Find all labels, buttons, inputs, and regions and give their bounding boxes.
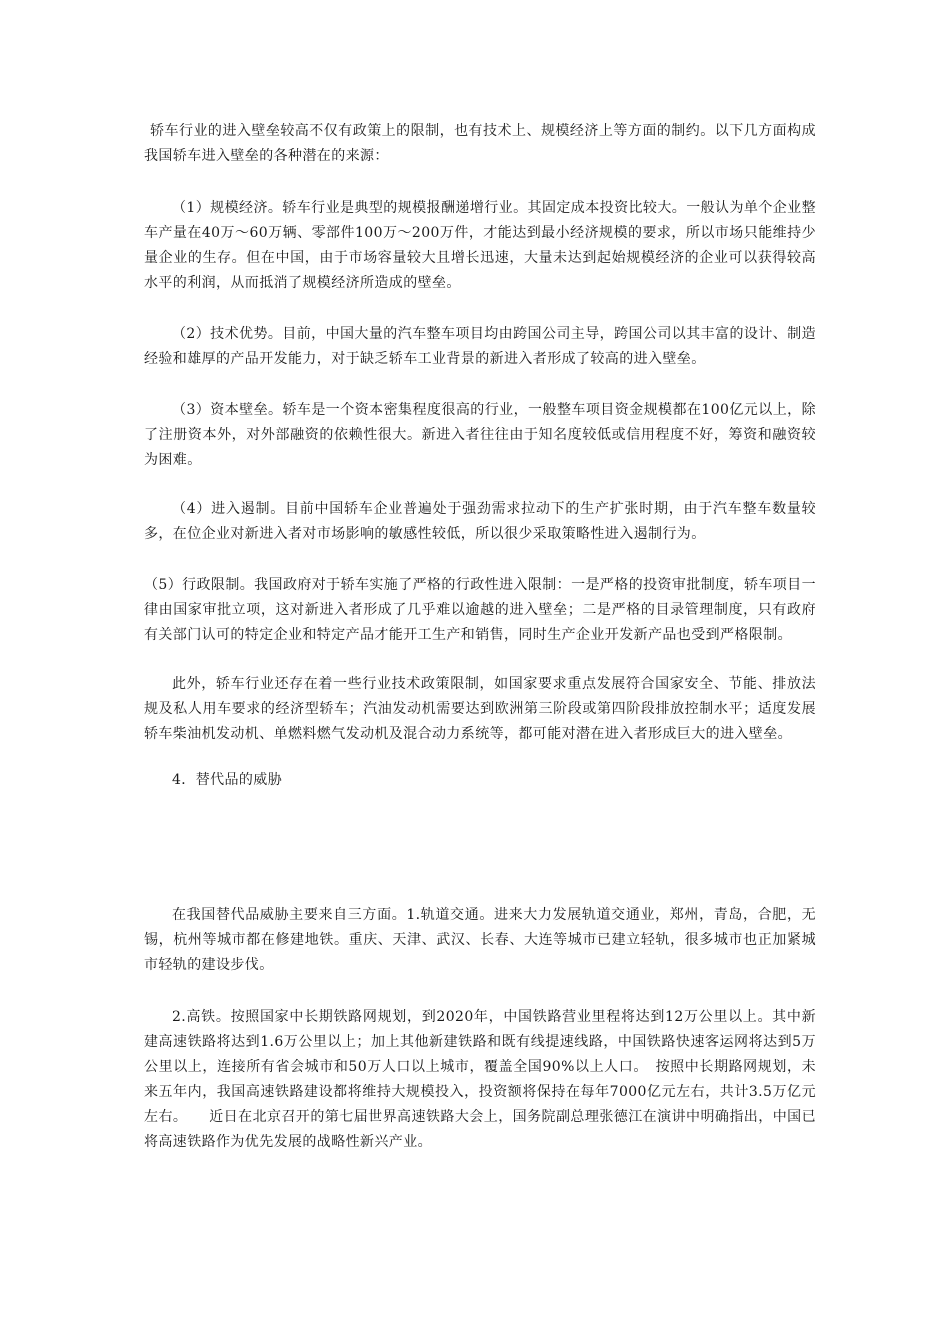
paragraph-technology-advantage: （2）技术优势。目前，中国大量的汽车整车项目均由跨国公司主导，跨国公司以其丰富的设计、制造经验和雄厚的产品开发能力，对于缺乏轿车工业背景的新进入者形成了较高的进入壁垒。 — [144, 326, 816, 367]
section-heading: 4．替代品的威胁 — [172, 772, 283, 788]
paragraph-high-speed-rail: 2.高铁。按照国家中长期铁路网规划，到2020年，中国铁路营业里程将达到12万公里以上。其中新建高速铁路将达到1.6万公里以上；加上其他新建铁路和既有线提速线路，中国铁路快速客运网将达到5万公里以上，连接所有省会城市和50万人口以上城市，覆盖全国90%以上人口。 按照中长期路网规划，未来五年内，我国高速铁路建设都将维持大规模投入，投资额将保持在每年7000亿元左右，共计3.5万亿元左右。 近日在北京召开的第七届世界高速铁路大会上，国务院副总理张德江在演讲中明确指出，中国已将高速铁路作为优先发展的战略性新兴产业。 — [144, 1009, 816, 1150]
paragraph-technical-policy: 此外，轿车行业还存在着一些行业技术政策限制，如国家要求重点发展符合国家安全、节能、排放法规及私人用车要求的经济型轿车；汽油发动机需要达到欧洲第三阶段或第四阶段排放控制水平；适度发展轿车柴油机发动机、单燃料燃气发动机及混合动力系统等，都可能对潜在进入者形成巨大的进入壁垒。 — [144, 676, 816, 742]
paragraph-entry-deterrence: （4）进入遏制。目前中国轿车企业普遍处于强劲需求拉动下的生产扩张时期，由于汽车整车数量较多，在位企业对新进入者对市场影响的敏感性较低，所以很少采取策略性进入遏制行为。 — [144, 501, 816, 542]
paragraph-capital-barrier: （3）资本壁垒。轿车是一个资本密集程度很高的行业，一般整车项目资金规模都在100亿元以上，除了注册资本外，对外部融资的依赖性很大。新进入者往往由于知名度较低或信用程度不好，筹资和融资较为困难。 — [144, 402, 816, 468]
paragraph-substitutes-intro: 在我国替代品威胁主要来自三方面。1.轨道交通。进来大力发展轨道交通业，郑州，青岛，合肥，无锡，杭州等城市都在修建地铁。重庆、天津、武汉、长春、大连等城市已建立轻轨，很多城市也正加紧城市轻轨的建设步伐。 — [144, 907, 816, 973]
intro-paragraph: 轿车行业的进入壁垒较高不仅有政策上的限制，也有技术上、规模经济上等方面的制约。以下几方面构成我国轿车进入壁垒的各种潜在的来源： — [144, 123, 816, 164]
paragraph-scale-economy: （1）规模经济。轿车行业是典型的规模报酬递增行业。其固定成本投资比较大。一般认为单个企业整车产量在40万～60万辆、零部件100万～200万件，才能达到最小经济规模的要求，所以市场只能维持少量企业的生存。但在中国，由于市场容量较大且增长迅速，大量未达到起始规模经济的企业可以获得较高水平的利润，从而抵消了规模经济所造成的壁垒。 — [144, 200, 816, 291]
paragraph-administrative-restriction: （5）行政限制。我国政府对于轿车实施了严格的行政性进入限制：一是严格的投资审批制度，轿车项目一律由国家审批立项，这对新进入者形成了几乎难以逾越的进入壁垒；二是严格的目录管理制度，只有政府有关部门认可的特定企业和特定产品才能开工生产和销售，同时生产企业开发新产品也受到严格限制。 — [144, 577, 816, 643]
